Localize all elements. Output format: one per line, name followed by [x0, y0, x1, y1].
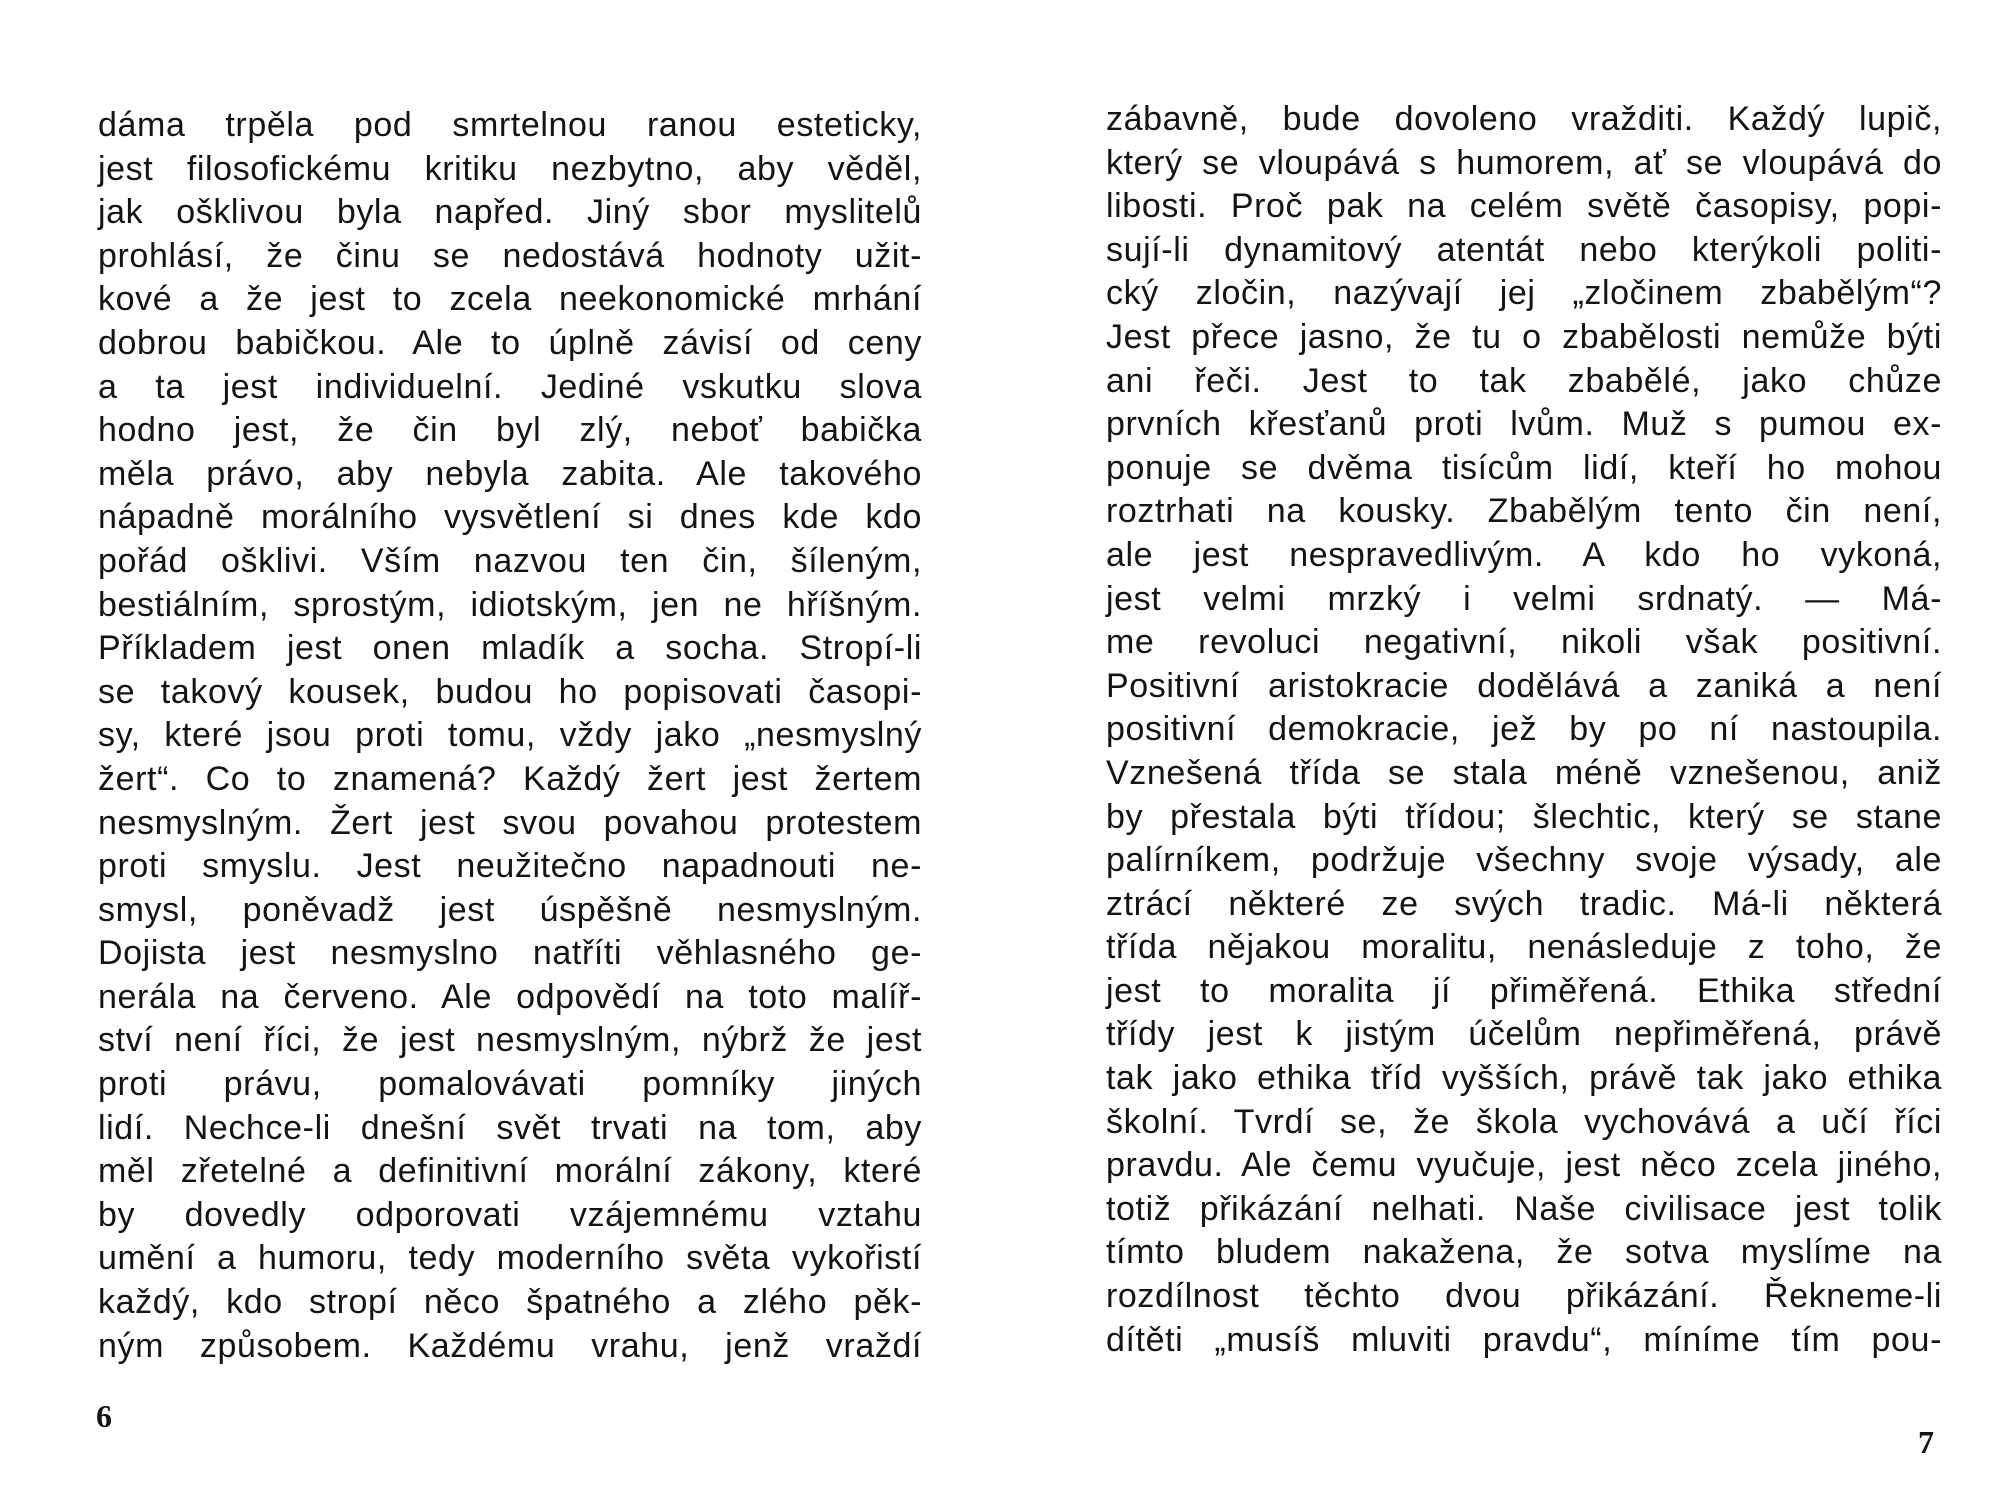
- text-line: smysl, poněvadž jest úspěšně nesmyslným.: [98, 890, 922, 929]
- text-line: nápadně morálního vysvětlení si dnes kde kdo: [98, 498, 922, 537]
- text-line: pořád ošklivi. Vším nazvou ten čin, šíleným,: [98, 541, 922, 580]
- text-line: tak jako ethika tříd vyšších, právě tak jako ethika: [1106, 1059, 1942, 1098]
- text-line: žert“. Co to znamená? Každý žert jest žertem: [98, 759, 922, 798]
- right-page-text: [1106, 98, 1942, 1362]
- text-line: ale jest nespravedlivým. A kdo ho vykoná,: [1106, 535, 1942, 574]
- text-line: positivní demokracie, jež by po ní nastoupila.: [1106, 710, 1942, 749]
- text-line: jest filosofickému kritiku nezbytno, aby věděl,: [98, 149, 922, 188]
- text-line: školní. Tvrdí se, že škola vychovává a učí říci: [1106, 1102, 1942, 1141]
- page-number: 7: [1918, 1424, 1934, 1460]
- text-line: měla právo, aby nebyla zabita. Ale takového: [98, 454, 922, 493]
- text-line: zábavně, bude dovoleno vražditi. Každý lupič,: [1106, 100, 1942, 138]
- text-line: lidí. Nechce-li dnešní svět trvati na tom, aby: [98, 1108, 922, 1147]
- text-line: by dovedly odporovati vzájemnému vztahu: [98, 1195, 922, 1234]
- text-line: ným způsobem. Každému vrahu, jenž vraždí: [98, 1326, 922, 1365]
- text-line: Dojista jest nesmyslno natříti věhlasného ge-: [98, 934, 922, 973]
- text-line: dítěti „musíš mluviti pravdu“, míníme tím pou-: [1106, 1320, 1942, 1359]
- text-line: rozdílnost těchto dvou přikázání. Řekneme-li: [1106, 1277, 1942, 1316]
- text-line: Příkladem jest onen mladík a socha. Stropí-li: [98, 629, 922, 668]
- text-line: prvních křesťanů proti lvům. Muž s pumou ex-: [1106, 405, 1942, 444]
- text-line: měl zřetelné a definitivní morální zákony, které: [98, 1152, 922, 1191]
- text-line: Positivní aristokracie dodělává a zaniká a není: [1106, 666, 1942, 705]
- text-line: třídy jest k jistým účelům nepřiměřená, právě: [1106, 1015, 1942, 1054]
- text-line: cký zločin, nazývají jej „zločinem zbabělým“?: [1106, 274, 1942, 313]
- text-line: prohlásí, že činu se nedostává hodnoty užit-: [98, 236, 922, 275]
- text-line: ponuje se dvěma tisícům lidí, kteří ho mohou: [1106, 448, 1942, 487]
- text-line: pravdu. Ale čemu vyučuje, jest něco zcela jiného,: [1106, 1146, 1942, 1185]
- text-line: libosti. Proč pak na celém světě časopisy, popi-: [1106, 187, 1942, 226]
- text-line: každý, kdo stropí něco špatného a zlého pěk-: [98, 1283, 922, 1322]
- left-page-text: [98, 104, 922, 1368]
- text-line: sy, které jsou proti tomu, vždy jako „nesmyslný: [98, 716, 922, 755]
- text-line: nerála na červeno. Ale odpovědí na toto malíř-: [98, 977, 922, 1016]
- text-line: se takový kousek, budou ho popisovati časopi-: [98, 672, 922, 711]
- text-line: jest to moralita jí přiměřená. Ethika střední: [1106, 971, 1942, 1010]
- text-line: roztrhati na kousky. Zbabělým tento čin není,: [1106, 492, 1942, 531]
- text-line: Jest přece jasno, že tu o zbabělosti nemůže býti: [1106, 317, 1942, 356]
- text-line: třída nějakou moralitu, nenásleduje z toho, že: [1106, 928, 1942, 967]
- text-line: tímto bludem nakažena, že sotva myslíme na: [1106, 1233, 1942, 1272]
- text-line: bestiálním, sprostým, idiotským, jen ne hříšným.: [98, 585, 922, 624]
- text-line: dobrou babičkou. Ale to úplně závisí od ceny: [98, 323, 922, 362]
- text-line: proti smyslu. Jest neužitečno napadnouti ne-: [98, 847, 922, 886]
- text-line: jak ošklivou byla napřed. Jiný sbor myslitelů: [98, 193, 922, 232]
- text-line: ztrácí některé ze svých tradic. Má-li některá: [1106, 884, 1942, 923]
- text-line: ani řeči. Jest to tak zbabělé, jako chůze: [1106, 361, 1942, 400]
- right-page: [1008, 0, 2016, 1501]
- text-line: Vznešená třída se stala méně vznešenou, aniž: [1106, 753, 1942, 792]
- text-line: hodno jest, že čin byl zlý, neboť babička: [98, 411, 922, 450]
- text-line: kové a že jest to zcela neekonomické mrhání: [98, 280, 922, 319]
- text-line: by přestala býti třídou; šlechtic, který se stane: [1106, 797, 1942, 836]
- text-line: který se vloupává s humorem, ať se vloupává do: [1106, 143, 1942, 182]
- text-line: nesmyslným. Žert jest svou povahou protestem: [98, 803, 922, 842]
- text-line: me revoluci negativní, nikoli však positivní.: [1106, 623, 1942, 662]
- text-line: proti právu, pomalovávati pomníky jiných: [98, 1065, 922, 1104]
- text-line: umění a humoru, tedy moderního světa vykořistí: [98, 1239, 922, 1278]
- page-number: 6: [96, 1398, 112, 1434]
- text-line: dáma trpěla pod smrtelnou ranou esteticky,: [98, 106, 922, 144]
- text-line: palírníkem, podržuje všechny svoje výsady, ale: [1106, 841, 1942, 880]
- text-line: a ta jest individuelní. Jediné vskutku slova: [98, 367, 922, 406]
- text-line: sují-li dynamitový atentát nebo kterýkoli politi-: [1106, 230, 1942, 269]
- text-line: totiž přikázání nelhati. Naše civilisace jest tolik: [1106, 1189, 1942, 1228]
- text-line: jest velmi mrzký i velmi srdnatý. — Má-: [1106, 579, 1942, 618]
- text-line: ství není říci, že jest nesmyslným, nýbrž že jest: [98, 1021, 922, 1060]
